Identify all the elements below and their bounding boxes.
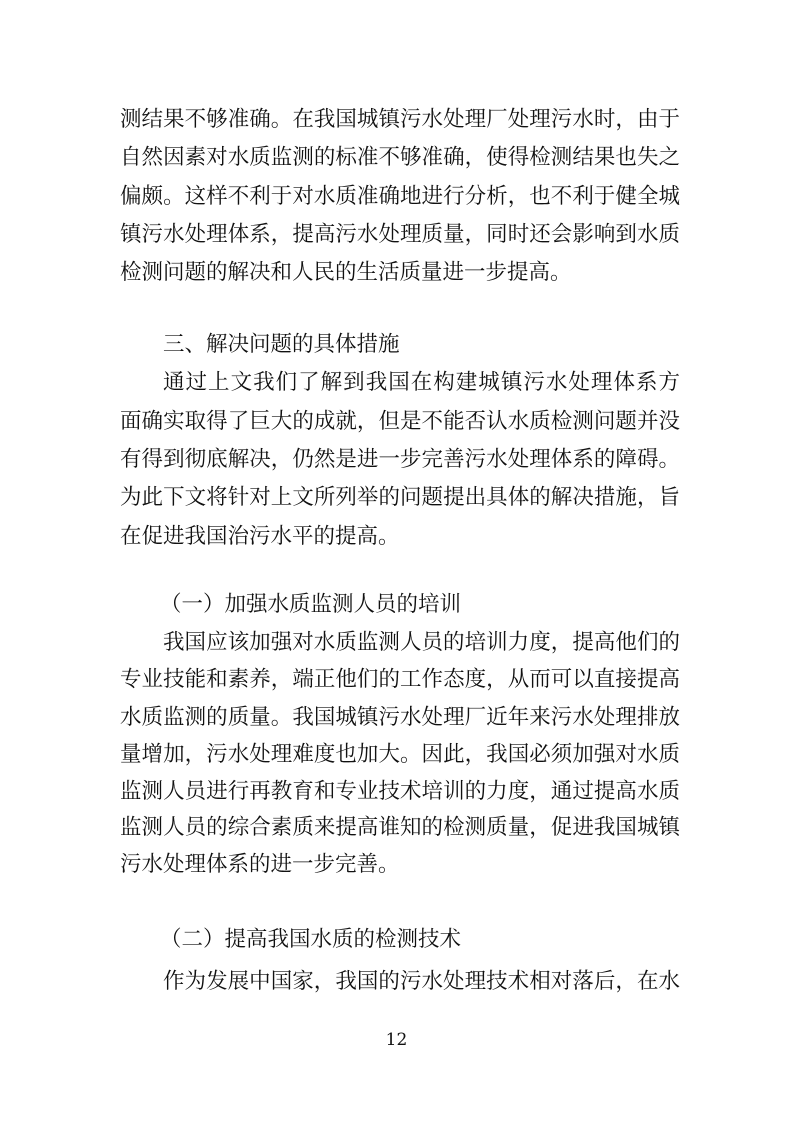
text-line: 测结果不够准确。在我国城镇污水处理厂处理污水时，由于 <box>120 107 680 132</box>
text-line: 量增加，污水处理难度也加大。因此，我国必须加强对水质 <box>120 742 680 767</box>
text-line: 作为发展中国家，我国的污水处理技术相对落后，在水 <box>163 969 680 994</box>
text-line: 在促进我国治污水平的提高。 <box>120 524 400 549</box>
text-line: 有得到彻底解决，仍然是进一步完善污水处理体系的障碍。 <box>120 447 680 472</box>
text-line: 为此下文将针对上文所列举的问题提出具体的解决措施，旨 <box>120 485 680 510</box>
text-line: 我国应该加强对水质监测人员的培训力度，提高他们的 <box>163 630 680 655</box>
text-line: 镇污水处理体系，提高污水处理质量，同时还会影响到水质 <box>120 222 680 247</box>
text-line: 专业技能和素养，端正他们的工作态度，从而可以直接提高 <box>120 667 680 692</box>
text-line: 水质监测的质量。我国城镇污水处理厂近年来污水处理排放 <box>120 705 680 730</box>
text-line: 检测问题的解决和人民的生活质量进一步提高。 <box>120 260 572 285</box>
page-number: 12 <box>385 1030 408 1050</box>
text-line: 自然因素对水质监测的标准不够准确，使得检测结果也失之 <box>120 145 680 170</box>
section-heading: 三、解决问题的具体措施 <box>163 332 400 357</box>
text-line: 监测人员的综合素质来提高谁知的检测质量，促进我国城镇 <box>120 815 680 840</box>
subsection-heading: （二）提高我国水质的检测技术 <box>160 927 462 952</box>
subsection-heading: （一）加强水质监测人员的培训 <box>160 592 462 617</box>
text-line: 偏颇。这样不利于对水质准确地进行分析，也不利于健全城 <box>120 184 680 209</box>
text-line: 通过上文我们了解到我国在构建城镇污水处理体系方 <box>163 370 680 395</box>
text-line: 污水处理体系的进一步完善。 <box>120 852 400 877</box>
text-line: 面确实取得了巨大的成就，但是不能否认水质检测问题并没 <box>120 409 680 434</box>
text-line: 监测人员进行再教育和专业技术培训的力度，通过提高水质 <box>120 779 680 804</box>
